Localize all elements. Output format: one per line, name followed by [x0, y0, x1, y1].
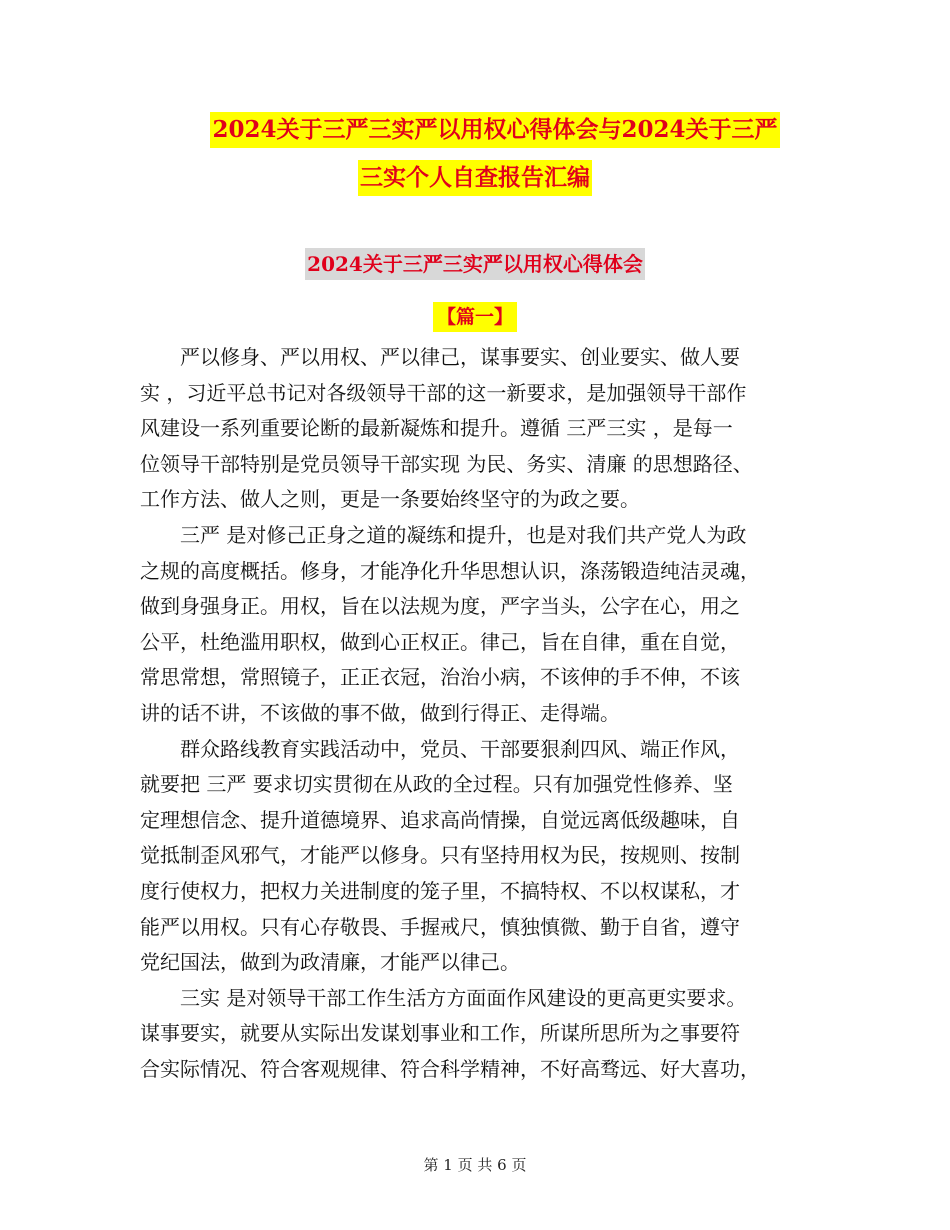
- text-line: 就要把 三严 要求切实贯彻在从政的全过程。只有加强党性修养、坚: [140, 772, 733, 797]
- paragraph: [140, 981, 810, 1088]
- text-line: 之规的高度概括。修身，才能净化升华思想认识，涤荡锻造纯洁灵魂，: [140, 558, 760, 583]
- text-line: 谋事要实，就要从实际出发谋划事业和工作，所谋所思所为之事要符: [140, 1021, 740, 1046]
- title-line-1: 2024关于三严三实严以用权心得体会与2024关于三严: [210, 112, 779, 148]
- document-title: [0, 112, 950, 196]
- section-heading-text: 2024关于三严三实严以用权心得体会: [305, 248, 645, 280]
- title-line-2: 三实个人自查报告汇编: [358, 160, 592, 196]
- text-line: 做到身强身正。用权，旨在以法规为度，严字当头，公字在心，用之: [140, 594, 740, 619]
- text-line: 实 ，习近平总书记对各级领导干部的这一新要求，是加强领导干部作: [140, 380, 747, 405]
- text-line: 常思常想，常照镜子，正正衣冠，治治小病，不该伸的手不伸，不该: [140, 665, 740, 690]
- text-line: 位领导干部特别是党员领导干部实现 为民、务实、清廉 的思想路径、: [140, 451, 753, 476]
- text-line: 群众路线教育实践活动中，党员、干部要狠刹四风、端正作风，: [140, 736, 740, 761]
- body-text: [140, 340, 810, 1087]
- text-line: 严以修身、严以用权、严以律己，谋事要实、创业要实、做人要: [140, 345, 740, 369]
- text-line: 度行使权力，把权力关进制度的笼子里，不搞特权、不以权谋私，才: [140, 878, 740, 903]
- section-heading: [0, 248, 950, 280]
- text-line: 三实 是对领导干部工作生活方方面面作风建设的更高更实要求。: [140, 985, 747, 1010]
- text-line: 能严以用权。只有心存敬畏、手握戒尺，慎独慎微、勤于自省，遵守: [140, 914, 740, 939]
- page-footer: 第 1 页 共 6 页: [423, 1156, 527, 1174]
- paragraph: [140, 340, 810, 518]
- part-label: [0, 302, 950, 332]
- text-line: 三严 是对修己正身之道的凝练和提升，也是对我们共产党人为政: [140, 522, 747, 547]
- paragraph: [140, 732, 810, 981]
- text-line: 觉抵制歪风邪气，才能严以修身。只有坚持用权为民，按规则、按制: [140, 843, 740, 868]
- text-line: 工作方法、做人之则，更是一条要始终坚守的为政之要。: [140, 487, 640, 512]
- text-line: 公平，杜绝滥用职权，做到心正权正。律己，旨在自律，重在自觉，: [140, 629, 740, 654]
- paragraph: [140, 518, 810, 732]
- text-line: 定理想信念、提升道德境界、追求高尚情操，自觉远离低级趣味，自: [140, 807, 740, 832]
- text-line: 合实际情况、符合客观规律、符合科学精神，不好高骛远、好大喜功，: [140, 1056, 760, 1081]
- text-line: 风建设一系列重要论断的最新凝炼和提升。遵循 三严三实 ，是每一: [140, 416, 733, 441]
- text-line: 讲的话不讲，不该做的事不做，做到行得正、走得端。: [140, 700, 620, 725]
- text-line: 党纪国法，做到为政清廉，才能严以律己。: [140, 950, 520, 975]
- part-label-text: 【篇一】: [433, 302, 517, 332]
